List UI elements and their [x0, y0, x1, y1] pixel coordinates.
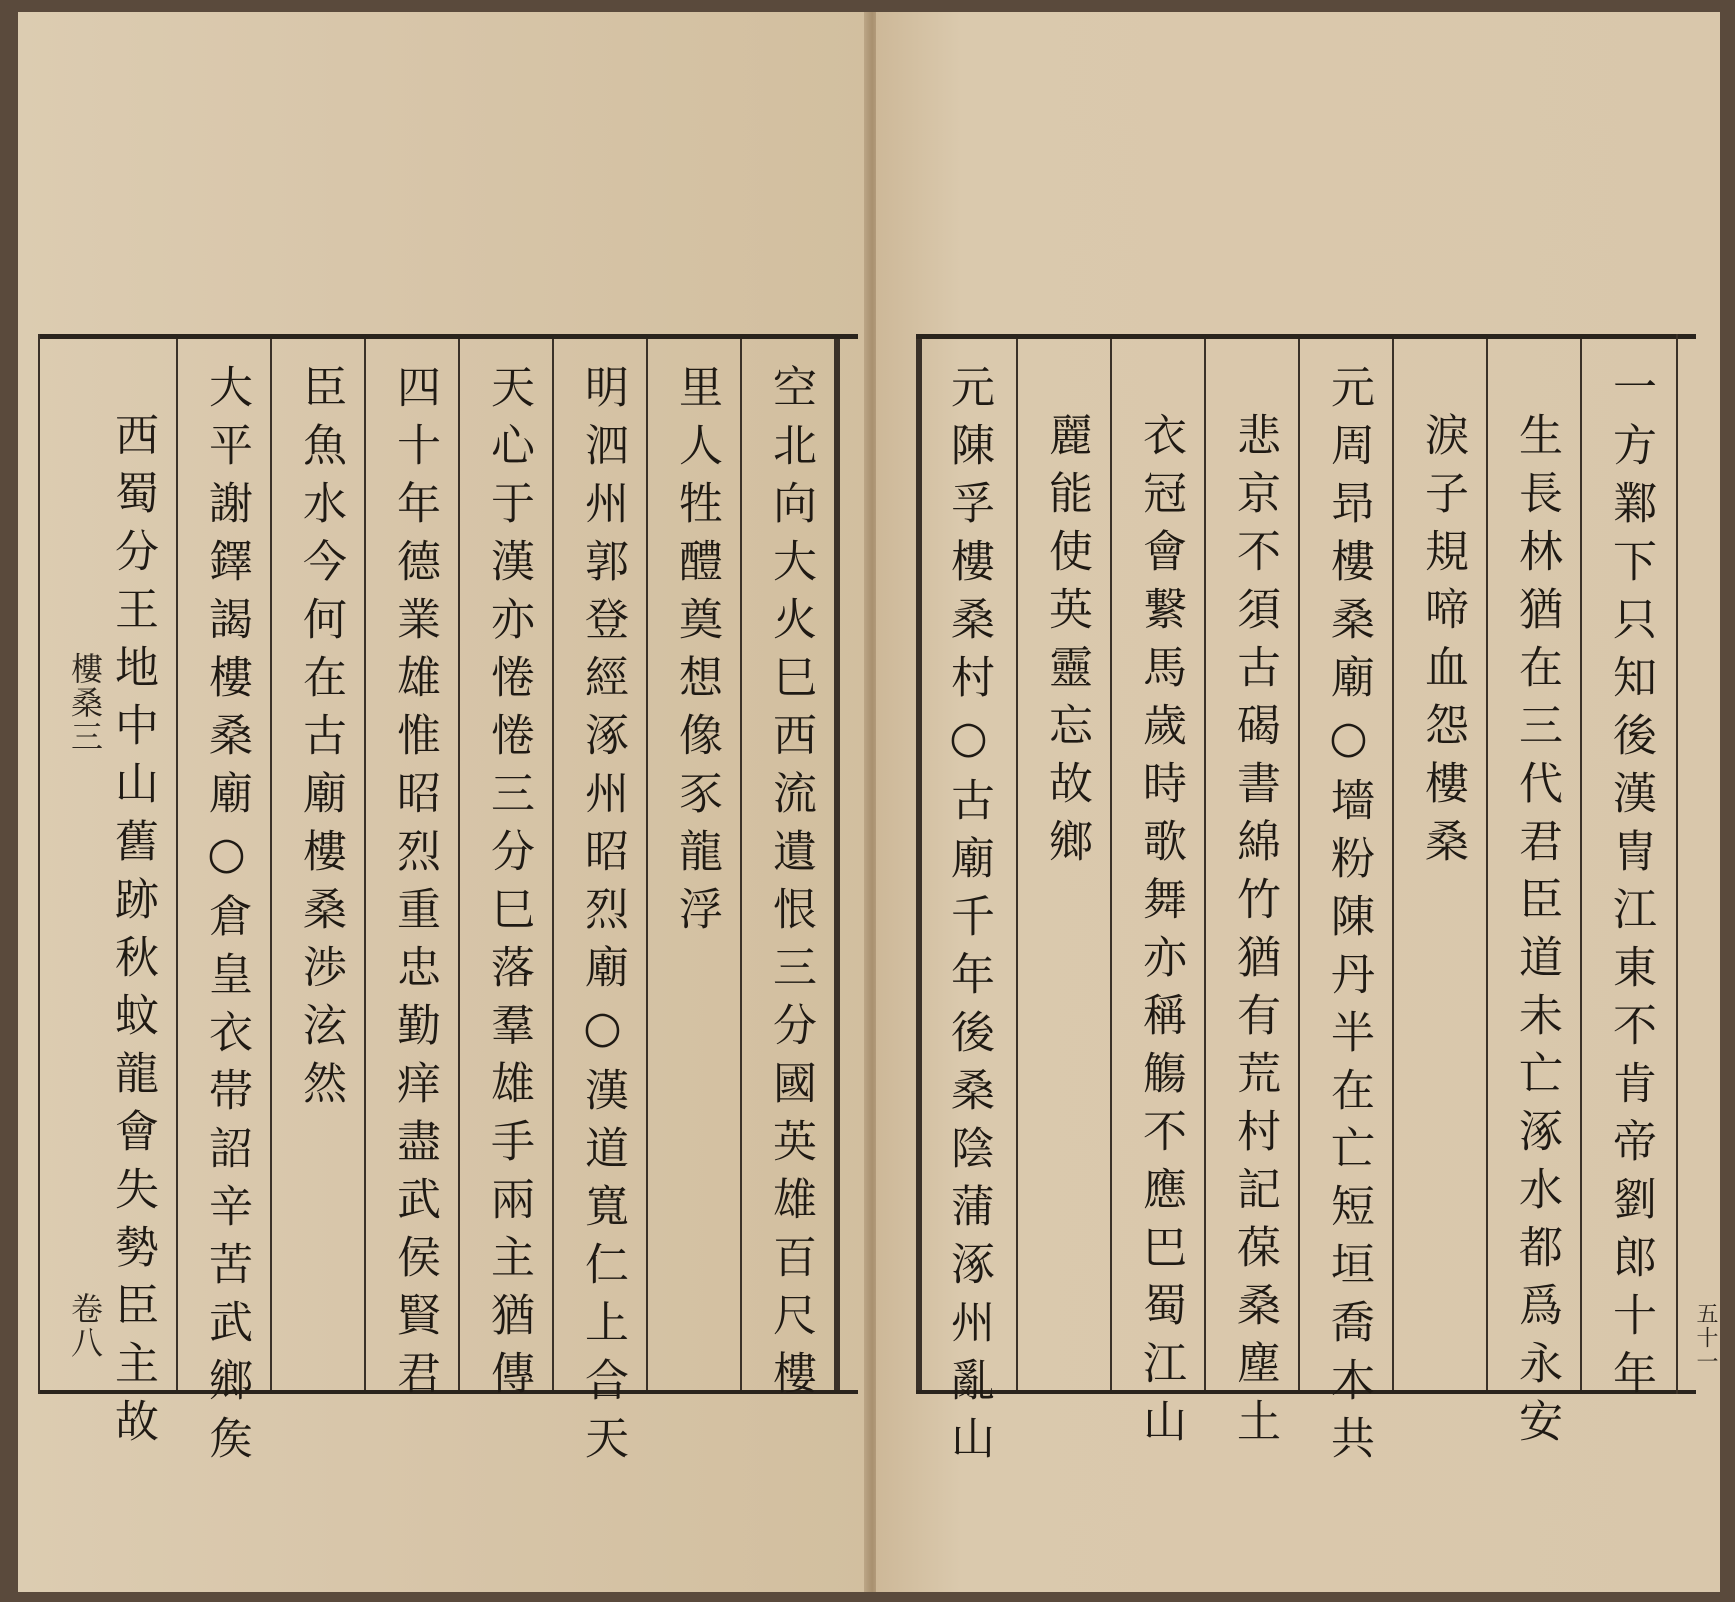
- left-rule: [364, 339, 366, 1390]
- left-page: [18, 12, 870, 1592]
- left-rule-heavy: [834, 339, 840, 1390]
- column-text: 大平謝鐸謁樓桑廟○倉皇衣帯詔辛苦武鄉矦: [201, 364, 252, 1473]
- text-column: [1494, 412, 1578, 1456]
- right-rule-outer: [1676, 334, 1678, 1394]
- text-column: [372, 364, 456, 1408]
- column-text: 悲京不須古碣書綿竹猶有荒村記葆桑塵土: [1229, 412, 1280, 1456]
- text-column: [1588, 364, 1672, 1408]
- left-rule-outer: [38, 334, 40, 1394]
- column-text: 天心于漢亦惓惓三分巳落羣雄手兩主猶傳: [483, 364, 534, 1408]
- column-text: 元周昻樓桑廟○墻粉陳丹半在亡短垣喬木共: [1323, 364, 1374, 1473]
- text-column: [560, 364, 644, 1473]
- text-column: [184, 364, 268, 1473]
- left-rule: [270, 339, 272, 1390]
- right-rule: [1298, 339, 1300, 1390]
- column-text: 明泗州郭登經涿州昭烈廟○漢道寬仁上合天: [577, 364, 628, 1473]
- text-column: [278, 364, 362, 1118]
- text-column: [1024, 412, 1108, 876]
- right-frame-top: [916, 334, 1696, 339]
- text-column: [1400, 412, 1484, 876]
- text-column: [1118, 412, 1202, 1456]
- text-column: [748, 364, 832, 1408]
- column-text: 空北向大火巳西流遺恨三分國英雄百尺樓: [765, 364, 816, 1408]
- fold-volume: 卷八: [66, 1292, 104, 1360]
- left-rule: [740, 339, 742, 1390]
- right-rule: [1204, 339, 1206, 1390]
- right-rule: [1016, 339, 1018, 1390]
- column-text: 衣冠會繋馬歲時歌舞亦稱觴不應巴蜀江山: [1135, 412, 1186, 1456]
- right-rule: [1392, 339, 1394, 1390]
- column-text: 麗能使英靈忘故鄉: [1041, 412, 1092, 876]
- column-text: 元陳孚樓桑村○古廟千年後桑陰蒲涿州亂山: [943, 364, 994, 1473]
- text-column: [926, 364, 1010, 1473]
- column-text: 臣魚水今何在古廟樓桑渉泫然: [295, 364, 346, 1118]
- right-rule-heavy: [916, 339, 922, 1390]
- column-text: 四十年德業雄惟昭烈重忠勤痒盡武侯賢君: [389, 364, 440, 1408]
- text-column: [654, 364, 738, 944]
- text-column: [466, 364, 550, 1408]
- text-column: [90, 412, 174, 1456]
- right-rule: [1580, 339, 1582, 1390]
- left-rule: [458, 339, 460, 1390]
- left-rule: [552, 339, 554, 1390]
- text-column: [1306, 364, 1390, 1473]
- column-text: 一方鄴下只知後漢冑江東不肯帝劉郎十年: [1605, 364, 1656, 1408]
- right-page: [876, 12, 1720, 1592]
- page-number: 五十一: [1693, 1302, 1718, 1374]
- column-text: 里人牲醴奠想像豕龍浮: [671, 364, 722, 944]
- left-rule: [176, 339, 178, 1390]
- left-frame-top: [38, 334, 858, 339]
- book-spread: [18, 12, 1720, 1592]
- column-text: 生長林猶在三代君臣道未亡涿水都爲永安: [1511, 412, 1562, 1456]
- column-text: 淚子規啼血怨樓桑: [1417, 412, 1468, 876]
- right-rule: [1486, 339, 1488, 1390]
- column-text: 西蜀分王地中山舊跡秋蚊龍會失勢臣主故: [107, 412, 158, 1456]
- fold-title: 樓桑三: [66, 652, 104, 754]
- left-rule: [646, 339, 648, 1390]
- right-rule: [1110, 339, 1112, 1390]
- text-column: [1212, 412, 1296, 1456]
